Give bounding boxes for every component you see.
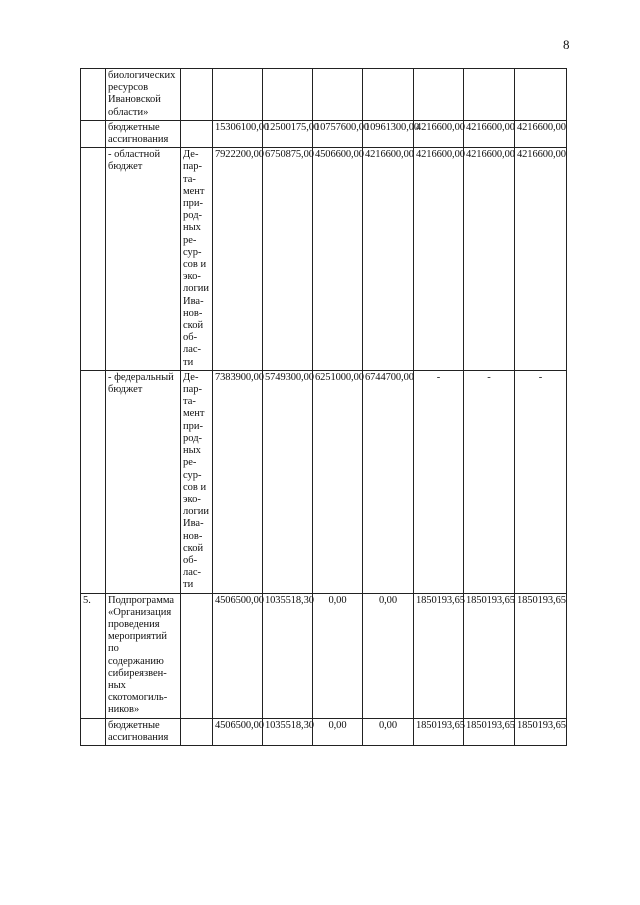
table-row	[81, 148, 567, 371]
executor-cell	[181, 370, 213, 593]
value-cell: 6744700,00	[363, 370, 414, 593]
row-name-line: скотомогиль-	[108, 692, 168, 704]
row-name-line: Ивановской	[108, 94, 161, 106]
value-cell: 0,00	[363, 593, 414, 718]
value-cell	[213, 69, 263, 121]
value-cell: 7922200,00	[213, 148, 263, 371]
executor-cell	[181, 120, 213, 147]
row-name-cell	[106, 69, 181, 121]
row-name-line: Подпрограмма	[108, 594, 175, 606]
value-cell: 4506500,00	[213, 718, 263, 745]
value-cell: -	[515, 370, 567, 593]
executor-line: об-	[183, 332, 198, 344]
executor-line: сов и	[183, 481, 207, 493]
value-cell: 1850193,65	[464, 593, 515, 718]
row-name-line: бюджетные	[108, 121, 160, 133]
executor-line: ре-	[183, 457, 197, 469]
value-cell: 1850193,65	[464, 718, 515, 745]
row-name-line: ассигнования	[108, 134, 169, 146]
value-cell	[464, 69, 515, 121]
executor-line: род-	[183, 432, 203, 444]
value-cell: 1035518,30	[263, 718, 313, 745]
executor-line: род-	[183, 210, 203, 222]
value-cell: 5749300,00	[263, 370, 313, 593]
executor-line: Ива-	[183, 295, 204, 307]
row-name-cell	[106, 593, 181, 718]
row-name-cell	[106, 370, 181, 593]
executor-line: лас-	[183, 567, 202, 579]
value-cell	[313, 69, 363, 121]
executor-line: при-	[183, 420, 203, 432]
executor-line: пар-	[183, 384, 203, 396]
executor-line: Ива-	[183, 518, 204, 530]
row-name-line: сибиреязвен-	[108, 667, 167, 679]
row-index-cell	[81, 148, 106, 371]
executor-line: логии	[183, 283, 210, 295]
value-cell: 6251000,00	[313, 370, 363, 593]
row-name-line: ассигнования	[108, 731, 169, 743]
value-cell: 4216600,00	[464, 148, 515, 371]
executor-line: при-	[183, 198, 203, 210]
executor-line: Де-	[183, 371, 199, 383]
row-index-cell	[81, 69, 106, 121]
row-name-cell	[106, 718, 181, 745]
executor-line: об-	[183, 554, 198, 566]
row-name-line: бюджет	[108, 384, 143, 396]
value-cell: 0,00	[313, 593, 363, 718]
executor-line: ных	[183, 445, 201, 457]
value-cell: 4506500,00	[213, 593, 263, 718]
row-name-cell	[106, 148, 181, 371]
row-name-line: бюджетные	[108, 719, 160, 731]
executor-line: ти	[183, 579, 194, 591]
row-index-cell	[81, 370, 106, 593]
executor-line: мент	[183, 408, 205, 420]
table-row	[81, 370, 567, 593]
value-cell: 10757600,00	[313, 120, 363, 147]
value-cell: 4216600,00	[515, 148, 567, 371]
value-cell: 1035518,30	[263, 593, 313, 718]
value-cell: 4216600,00	[414, 120, 464, 147]
executor-line: нов-	[183, 307, 203, 319]
budget-table	[80, 68, 567, 746]
row-name-line: области»	[108, 106, 149, 118]
executor-line: нов-	[183, 530, 203, 542]
executor-line: ской	[183, 320, 204, 332]
value-cell: -	[414, 370, 464, 593]
row-index-cell	[81, 120, 106, 147]
executor-line: сур-	[183, 469, 202, 481]
row-name-line: ных	[108, 679, 126, 691]
row-name-line: по	[108, 643, 119, 655]
value-cell: 1850193,65	[515, 718, 567, 745]
executor-line: логии	[183, 506, 210, 518]
row-name-line: биологических	[108, 70, 176, 81]
table-row	[81, 69, 567, 121]
executor-line: эко-	[183, 493, 201, 505]
row-name-line: бюджет	[108, 161, 143, 173]
value-cell: 4506600,00	[313, 148, 363, 371]
table-row	[81, 120, 567, 147]
row-index-cell: 5.	[81, 593, 106, 718]
executor-cell	[181, 718, 213, 745]
row-name-line: ресурсов	[108, 82, 149, 94]
executor-cell	[181, 593, 213, 718]
value-cell: -	[464, 370, 515, 593]
row-name-line: - областной	[108, 149, 161, 161]
page-number: 8	[563, 37, 570, 52]
value-cell: 7383900,00	[213, 370, 263, 593]
value-cell	[515, 69, 567, 121]
table-row	[81, 593, 567, 718]
row-name-line: - федеральный	[108, 371, 174, 383]
value-cell: 12500175,00	[263, 120, 313, 147]
executor-line: мент	[183, 185, 205, 197]
executor-cell	[181, 148, 213, 371]
value-cell	[414, 69, 464, 121]
row-name-line: проведения	[108, 618, 160, 630]
row-name-cell	[106, 120, 181, 147]
row-name-line: ников»	[108, 704, 140, 716]
executor-line: лас-	[183, 344, 202, 356]
executor-line: ской	[183, 542, 204, 554]
executor-line: сур-	[183, 246, 202, 258]
executor-cell	[181, 69, 213, 121]
value-cell: 0,00	[313, 718, 363, 745]
value-cell: 4216600,00	[414, 148, 464, 371]
row-name-line: «Организация	[108, 606, 172, 618]
executor-line: ных	[183, 222, 201, 234]
value-cell: 4216600,00	[363, 148, 414, 371]
value-cell: 1850193,65	[414, 593, 464, 718]
value-cell: 10961300,00	[363, 120, 414, 147]
executor-line: та-	[183, 173, 196, 185]
value-cell: 4216600,00	[464, 120, 515, 147]
executor-line: та-	[183, 396, 196, 408]
executor-line: сов и	[183, 259, 207, 271]
value-cell	[363, 69, 414, 121]
value-cell	[263, 69, 313, 121]
value-cell: 6750875,00	[263, 148, 313, 371]
value-cell: 0,00	[363, 718, 414, 745]
executor-line: эко-	[183, 271, 201, 283]
executor-line: пар-	[183, 161, 203, 173]
table-row	[81, 718, 567, 745]
row-index-cell	[81, 718, 106, 745]
executor-line: ти	[183, 356, 194, 368]
value-cell: 1850193,65	[414, 718, 464, 745]
value-cell: 4216600,00	[515, 120, 567, 147]
value-cell: 1850193,65	[515, 593, 567, 718]
executor-line: ре-	[183, 234, 197, 246]
value-cell: 15306100,00	[213, 120, 263, 147]
row-name-line: содержанию	[108, 655, 164, 667]
executor-line: Де-	[183, 149, 199, 161]
row-name-line: мероприятий	[108, 631, 167, 643]
